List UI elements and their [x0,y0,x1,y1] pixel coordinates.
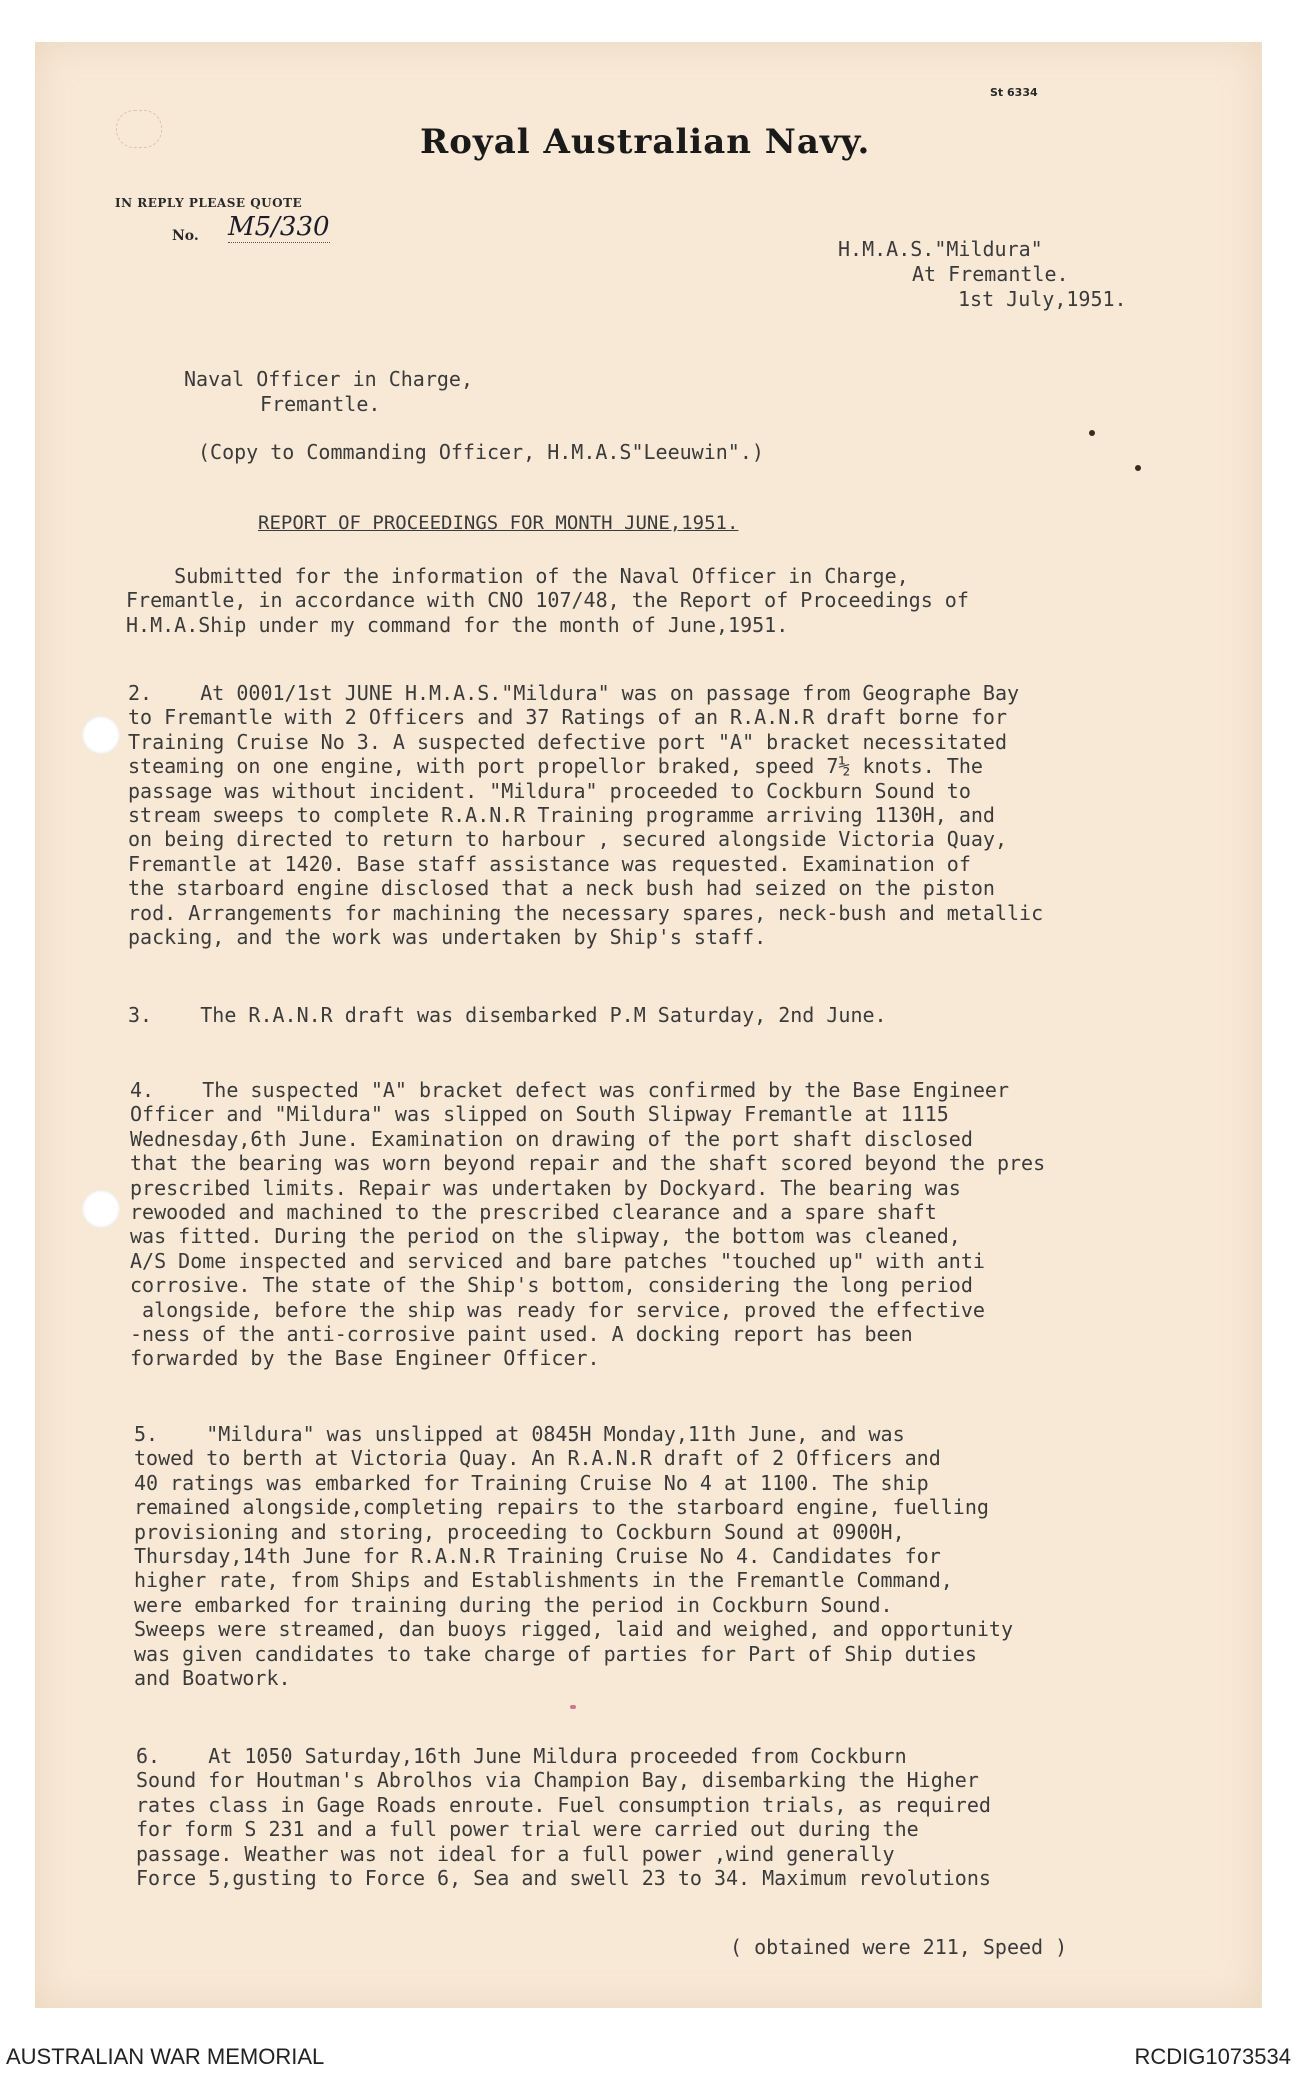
addressee-location: Fremantle. [260,392,381,416]
paragraph-2: 2. At 0001/1st JUNE H.M.A.S."Mildura" was on passage from Geographe Bay to Fremantle with 2 Officers and 37 Ratings of an R.A.N.R draft borne for Training Cruise No 3. A suspected defective port "A" bracket necessitated steaming on one engine, with port propellor braked, speed 7½ knots. The passage was without incident. "Mildura" proceeded to Cockburn Sound to stream sweeps to complete R.A.N.R Training programme arriving 1130H, and on being directed to return to harbour , secured alongside Victoria Quay, Fremantle at 1420. Base staff assistance was requested. Examination of the starboard engine disclosed that a neck bush had seized on the piston rod. Arrangements for machining the necessary spares, neck-bush and metallic packing, and the work was undertaken by Ship's staff. [128,681,1044,950]
paragraph-3: 3. The R.A.N.R draft was disembarked P.M Saturday, 2nd June. [128,1003,887,1027]
crest-mark [116,110,162,148]
reply-quote-label: IN REPLY PLEASE QUOTE [115,196,303,210]
ink-spot [1089,430,1095,436]
ink-spot [1135,465,1141,471]
paragraph-1: Submitted for the information of the Naval Officer in Charge, Fremantle, in accordance with CNO 107/48, the Report of Proceedings of H.M.A.Ship under my command for the month of June,1951. [126,564,969,637]
footer-id: RCDIG1073534 [1134,2044,1291,2069]
punch-hole-top [82,716,120,754]
copy-line: (Copy to Commanding Officer, H.M.A.S"Leeuwin".) [198,440,764,464]
form-number: St 6334 [990,86,1038,99]
paragraph-6: 6. At 1050 Saturday,16th June Mildura proceeded from Cockburn Sound for Houtman's Abrolhos via Champion Bay, disembarking the Higher rates class in Gage Roads enroute. Fuel consumption trials, as required for form S 231 and a full power trial were carried out during the passage. Weather was not ideal for a full power ,wind generally Force 5,gusting to Force 6, Sea and swell 23 to 34. Maximum revolutions [136,1744,991,1891]
sender-ship: H.M.A.S."Mildura" [838,237,1043,261]
paragraph-4: 4. The suspected "A" bracket defect was confirmed by the Base Engineer Officer and "Mildura" was slipped on South Slipway Fremantle at 1115 Wednesday,6th June. Examination on drawing of the port shaft disclosed that the bearing was worn beyond repair and the shaft scored beyond the pres prescribed limits. Repair was undertaken by Dockyard. The bearing was rewooded and machined to the prescribed clearance and a spare shaft was fitted. During the period on the slipway, the bottom was cleaned, A/S Dome inspected and serviced and bare patches "touched up" with anti corrosive. The state of the Ship's bottom, considering the long period alongside, before the ship was ready for service, proved the effective -ness of the anti-corrosive paint used. A docking report has been forwarded by the Base Engineer Officer. [130,1078,1046,1371]
pink-mark [570,1705,576,1709]
reference-label: No. [172,228,199,244]
addressee-title: Naval Officer in Charge, [184,367,473,391]
sender-location: At Fremantle. [912,262,1069,286]
punch-hole-bottom [82,1190,120,1228]
continuation-note: ( obtained were 211, Speed ) [730,1935,1068,1959]
letter-date: 1st July,1951. [958,287,1127,311]
reference-number: M5/330 [228,212,330,242]
footer-source: AUSTRALIAN WAR MEMORIAL [6,2044,325,2069]
paragraph-5: 5. "Mildura" was unslipped at 0845H Monday,11th June, and was towed to berth at Victoria Quay. An R.A.N.R draft of 2 Officers and 40 ratings was embarked for Training Cruise No 4 at 1100. The ship remained alongside,completing repairs to the starboard engine, fuelling provisioning and storing, proceeding to Cockburn Sound at 0900H, Thursday,14th June for R.A.N.R Training Cruise No 4. Candidates for higher rate, from Ships and Establishments in the Fremantle Command, were embarked for training during the period in Cockburn Sound. Sweeps were streamed, dan buoys rigged, laid and weighed, and opportunity was given candidates to take charge of parties for Part of Ship duties and Boatwork. [134,1422,1013,1691]
report-title: REPORT OF PROCEEDINGS FOR MONTH JUNE,1951. [258,512,739,534]
letterhead-title: Royal Australian Navy. [420,122,871,162]
